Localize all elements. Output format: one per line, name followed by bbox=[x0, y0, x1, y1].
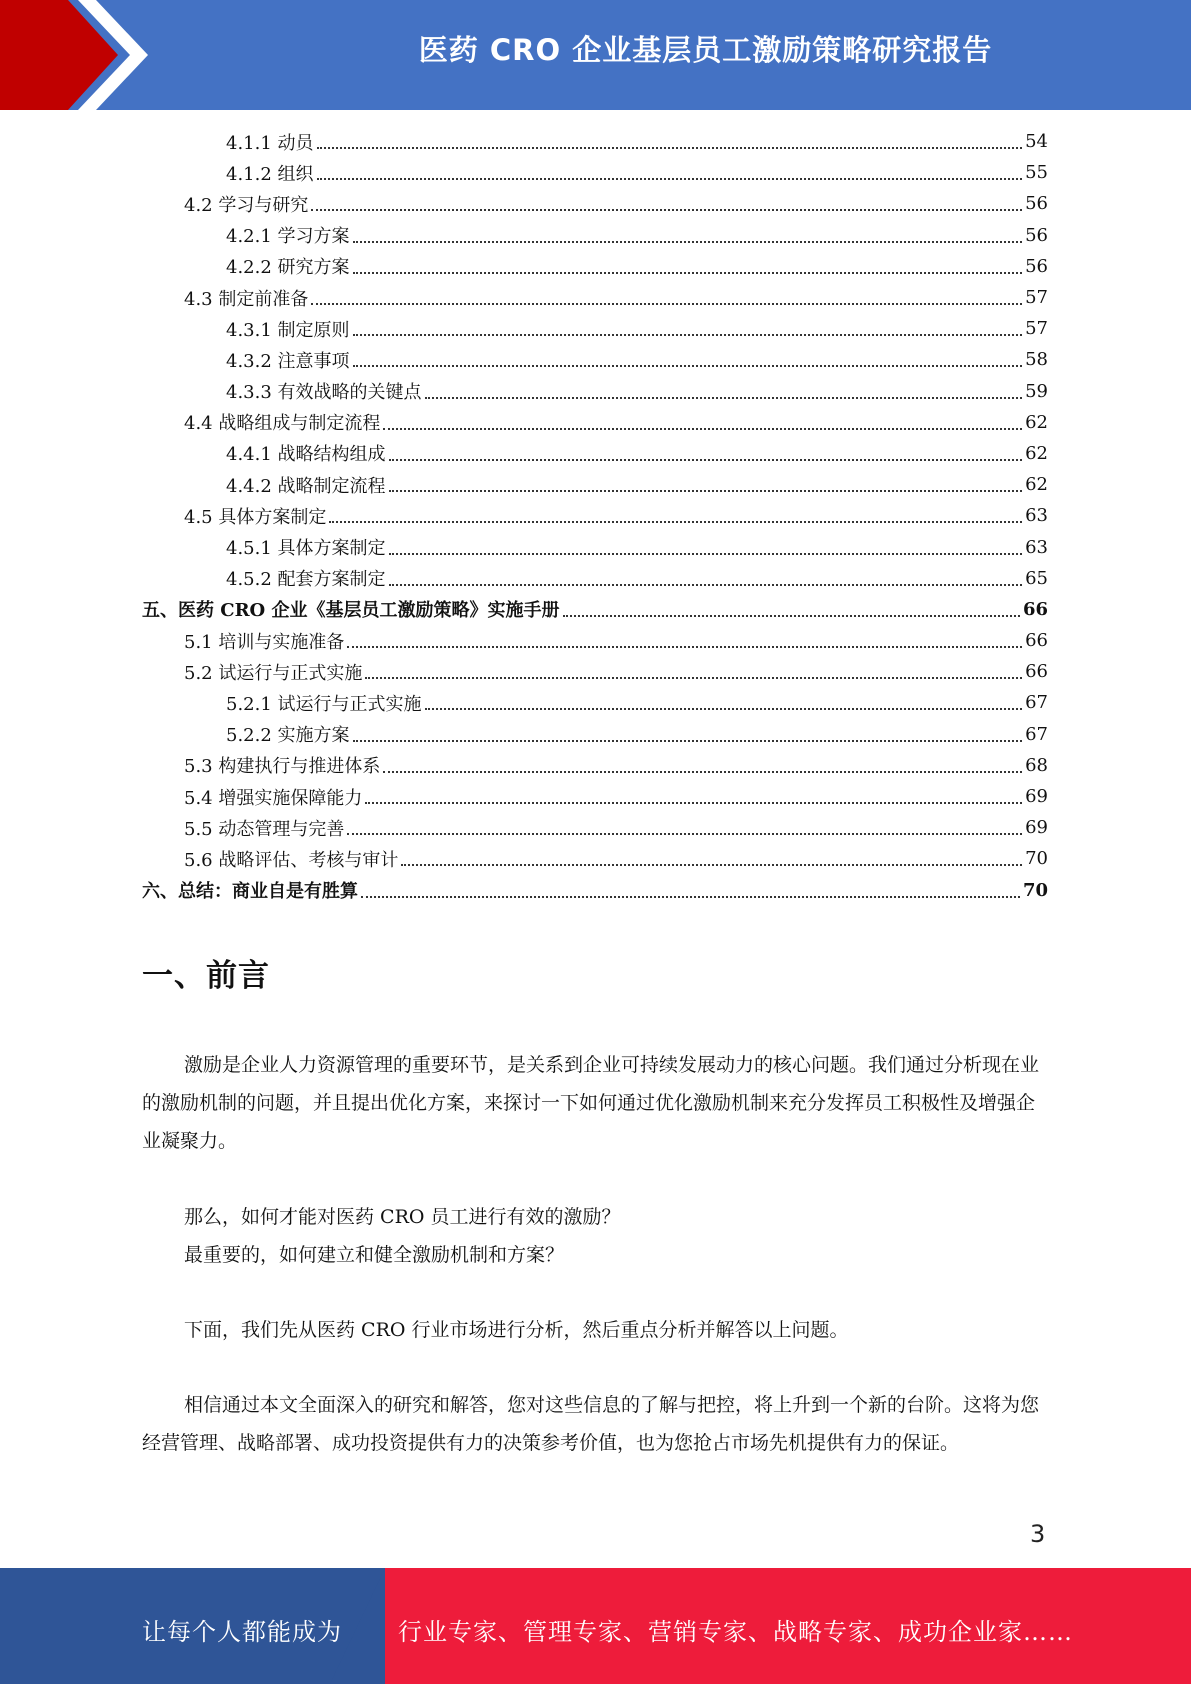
toc-entry[interactable] bbox=[142, 220, 1048, 251]
toc-entry-label: 4.3.3 有效战略的关键点 bbox=[142, 378, 424, 404]
toc-entry-label: 5.6 战略评估、考核与审计 bbox=[142, 846, 400, 872]
document-title: 医药 CRO 企业基层员工激励策略研究报告 bbox=[418, 33, 993, 67]
paragraph-text: 下面，我们先从医药 CRO 行业市场进行分析，然后重点分析并解答以上问题。 bbox=[184, 1319, 849, 1341]
toc-leader-dots bbox=[317, 146, 1023, 149]
footer-slogan-right: 行业专家、管理专家、营销专家、战略专家、成功企业家…… bbox=[398, 1618, 1073, 1646]
toc-leader-dots bbox=[425, 707, 1023, 710]
toc-leader-dots bbox=[329, 520, 1022, 523]
toc-entry-label: 4.5 具体方案制定 bbox=[142, 503, 328, 529]
toc-entry-page: 56 bbox=[1025, 224, 1048, 246]
toc-leader-dots bbox=[353, 333, 1023, 336]
toc-entry[interactable] bbox=[142, 407, 1048, 438]
question-2: 最重要的，如何建立和健全激励机制和方案？ bbox=[184, 1244, 565, 1266]
paragraph-text: 相信通过本文全面深入的研究和解答，您对这些信息的了解与把控，将上升到一个新的台阶。这将为您经营管理、战略部署、成功投资提供有力的决策参考价值，也为您抢占市场先机提供有力的保证。 bbox=[142, 1394, 1040, 1454]
toc-entry[interactable] bbox=[142, 126, 1048, 157]
section-heading: 一、前言 bbox=[142, 958, 270, 994]
toc-entry-label: 4.4 战略组成与制定流程 bbox=[142, 409, 382, 435]
toc-entry[interactable] bbox=[142, 157, 1048, 188]
toc-entry-label: 4.4.1 战略结构组成 bbox=[142, 440, 388, 466]
toc-entry[interactable] bbox=[142, 656, 1048, 687]
toc-entry-label: 5.2.1 试运行与正式实施 bbox=[142, 690, 424, 716]
toc-entry-label: 5.5 动态管理与完善 bbox=[142, 815, 346, 841]
toc-entry[interactable] bbox=[142, 469, 1048, 500]
toc-leader-dots bbox=[311, 208, 1022, 211]
toc-entry-label: 4.3.1 制定原则 bbox=[142, 316, 352, 342]
toc-leader-dots bbox=[389, 458, 1023, 461]
toc-leader-dots bbox=[317, 177, 1023, 180]
toc-entry[interactable] bbox=[142, 875, 1048, 906]
toc-leader-dots bbox=[353, 240, 1023, 243]
toc-entry-label: 4.2 学习与研究 bbox=[142, 191, 310, 217]
toc-entry-label: 5.2.2 实施方案 bbox=[142, 721, 352, 747]
transition-paragraph bbox=[142, 1311, 1048, 1349]
toc-entry-page: 65 bbox=[1025, 567, 1048, 589]
toc-entry-page: 69 bbox=[1025, 817, 1048, 839]
toc-leader-dots bbox=[365, 801, 1022, 804]
toc-leader-dots bbox=[389, 489, 1023, 492]
toc-entry-label: 5.4 增强实施保障能力 bbox=[142, 784, 364, 810]
toc-entry[interactable] bbox=[142, 438, 1048, 469]
toc-entry-page: 69 bbox=[1025, 786, 1048, 808]
toc-entry-page: 63 bbox=[1025, 505, 1048, 527]
question-paragraph bbox=[142, 1198, 1048, 1274]
toc-leader-dots bbox=[383, 770, 1022, 773]
toc-entry-label: 4.4.2 战略制定流程 bbox=[142, 472, 388, 498]
toc-entry[interactable] bbox=[142, 531, 1048, 562]
toc-entry-page: 62 bbox=[1025, 474, 1048, 496]
toc-entry[interactable] bbox=[142, 251, 1048, 282]
toc-entry-page: 58 bbox=[1025, 349, 1048, 371]
toc-entry-label: 5.2 试运行与正式实施 bbox=[142, 659, 364, 685]
toc-entry-label: 4.5.2 配套方案制定 bbox=[142, 565, 388, 591]
footer-slogan-left: 让每个人都能成为 bbox=[142, 1618, 342, 1646]
paragraph-text: 激励是企业人力资源管理的重要环节，是关系到企业可持续发展动力的核心问题。我们通过分析现在业的激励机制的问题，并且提出优化方案，来探讨一下如何通过优化激励机制来充分发挥员工积极性及增强企业凝聚力。 bbox=[142, 1054, 1040, 1152]
toc-entry-page: 54 bbox=[1025, 131, 1048, 153]
toc-entry-page: 62 bbox=[1025, 411, 1048, 433]
toc-entry-label: 4.5.1 具体方案制定 bbox=[142, 534, 388, 560]
intro-paragraph bbox=[142, 1046, 1048, 1160]
toc-entry-label: 4.1.1 动员 bbox=[142, 129, 316, 155]
chevron-arrow-icon bbox=[0, 0, 160, 110]
toc-entry-page: 66 bbox=[1025, 630, 1048, 652]
toc-entry-label: 4.3 制定前准备 bbox=[142, 285, 310, 311]
toc-leader-dots bbox=[353, 271, 1023, 274]
toc-leader-dots bbox=[311, 302, 1022, 305]
table-of-contents bbox=[142, 126, 1048, 906]
toc-entry[interactable] bbox=[142, 594, 1048, 625]
toc-entry[interactable] bbox=[142, 750, 1048, 781]
toc-entry-label: 4.1.2 组织 bbox=[142, 160, 316, 186]
toc-entry-page: 70 bbox=[1025, 848, 1048, 870]
toc-entry-page: 68 bbox=[1025, 754, 1048, 776]
toc-leader-dots bbox=[365, 676, 1022, 679]
toc-entry-label: 5.3 构建执行与推进体系 bbox=[142, 752, 382, 778]
toc-entry[interactable] bbox=[142, 563, 1048, 594]
toc-leader-dots bbox=[353, 364, 1023, 367]
toc-entry-page: 55 bbox=[1025, 162, 1048, 184]
toc-entry-page: 62 bbox=[1025, 442, 1048, 464]
toc-entry[interactable] bbox=[142, 376, 1048, 407]
toc-entry[interactable] bbox=[142, 500, 1048, 531]
toc-leader-dots bbox=[353, 739, 1023, 742]
toc-entry[interactable] bbox=[142, 188, 1048, 219]
toc-entry-page: 63 bbox=[1025, 536, 1048, 558]
toc-entry-label: 4.3.2 注意事项 bbox=[142, 347, 352, 373]
toc-entry-page: 67 bbox=[1025, 723, 1048, 745]
toc-leader-dots bbox=[347, 645, 1022, 648]
toc-entry-page: 57 bbox=[1025, 318, 1048, 340]
toc-entry-label: 六、总结：商业自是有胜算 bbox=[142, 877, 360, 903]
toc-leader-dots bbox=[389, 583, 1023, 586]
toc-entry-page: 57 bbox=[1025, 287, 1048, 309]
closing-paragraph bbox=[142, 1386, 1048, 1462]
toc-entry[interactable] bbox=[142, 625, 1048, 656]
toc-entry[interactable] bbox=[142, 313, 1048, 344]
toc-entry-page: 59 bbox=[1025, 380, 1048, 402]
toc-leader-dots bbox=[347, 832, 1022, 835]
toc-entry-label: 4.2.1 学习方案 bbox=[142, 222, 352, 248]
toc-leader-dots bbox=[401, 863, 1022, 866]
toc-leader-dots bbox=[425, 396, 1023, 399]
page-footer bbox=[0, 1568, 1191, 1684]
toc-entry[interactable] bbox=[142, 344, 1048, 375]
toc-entry-page: 70 bbox=[1022, 879, 1048, 901]
toc-entry[interactable] bbox=[142, 781, 1048, 812]
toc-entry-page: 56 bbox=[1025, 255, 1048, 277]
toc-entry-label: 4.2.2 研究方案 bbox=[142, 253, 352, 279]
toc-entry-page: 66 bbox=[1025, 661, 1048, 683]
toc-entry[interactable] bbox=[142, 843, 1048, 874]
page-number: 3 bbox=[1030, 1520, 1046, 1548]
toc-leader-dots bbox=[361, 895, 1020, 898]
toc-entry-label: 5.1 培训与实施准备 bbox=[142, 628, 346, 654]
toc-entry[interactable] bbox=[142, 282, 1048, 313]
toc-entry-page: 67 bbox=[1025, 692, 1048, 714]
toc-entry-page: 56 bbox=[1025, 193, 1048, 215]
toc-entry-page: 66 bbox=[1022, 598, 1048, 620]
toc-entry[interactable] bbox=[142, 687, 1048, 718]
toc-entry[interactable] bbox=[142, 719, 1048, 750]
toc-leader-dots bbox=[389, 552, 1023, 555]
toc-entry[interactable] bbox=[142, 812, 1048, 843]
toc-entry-label: 五、医药 CRO 企业《基层员工激励策略》实施手册 bbox=[142, 596, 562, 622]
page-header bbox=[0, 0, 1191, 110]
question-1: 那么，如何才能对医药 CRO 员工进行有效的激励？ bbox=[184, 1206, 621, 1228]
toc-leader-dots bbox=[383, 427, 1022, 430]
toc-leader-dots bbox=[563, 614, 1020, 617]
